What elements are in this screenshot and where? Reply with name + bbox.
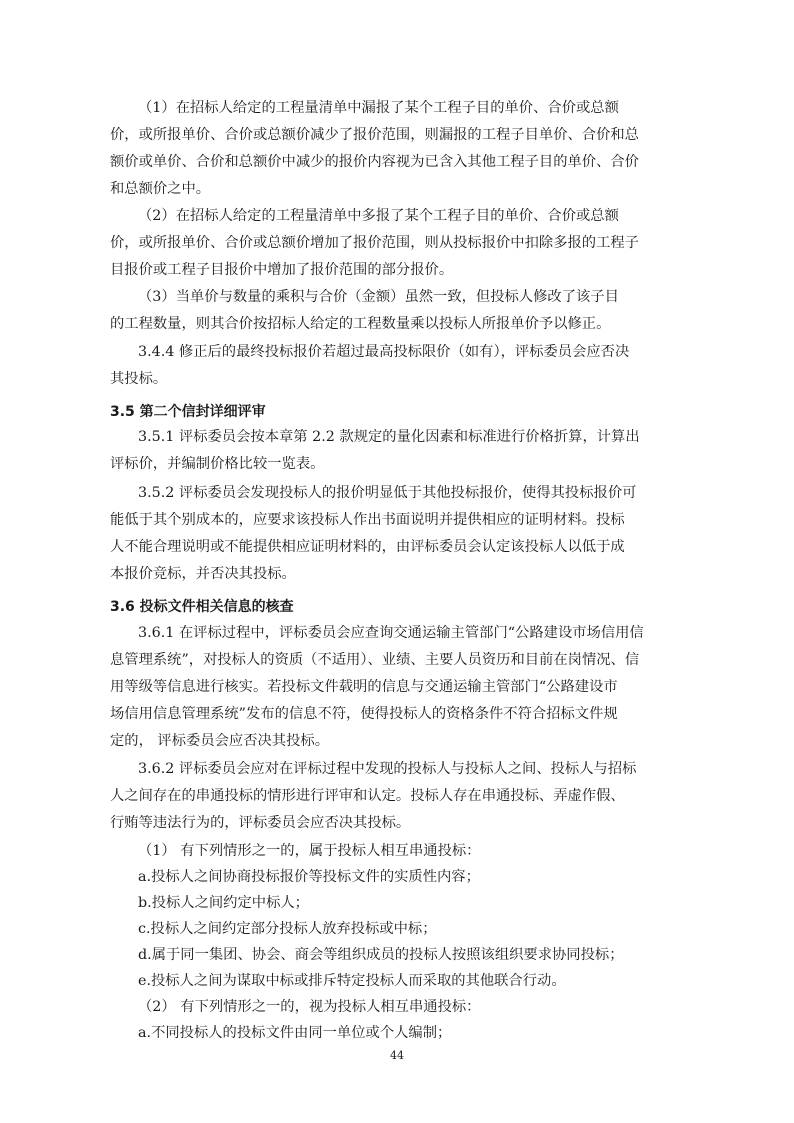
paragraph-line: 3.6.2 评标委员会应对在评标过程中发现的投标人与投标人之间、投标人与招标 xyxy=(138,761,637,777)
paragraph-line: 3.6.1 在评标过程中，评标委员会应查询交通运输主管部门“公路建设市场信用信 xyxy=(138,625,644,641)
paragraph-line: 能低于其个别成本的，应要求该投标人作出书面说明并提供相应的证明材料。投标 xyxy=(110,512,625,528)
paragraph-line: 价，或所报单价、合价或总额价增加了报价范围，则从投标报价中扣除多报的工程子 xyxy=(110,235,639,251)
paragraph-line: 3.5.2 评标委员会发现投标人的报价明显低于其他投标报价，使得其投标报价可 xyxy=(138,485,637,501)
section-heading: 3.6 投标文件相关信息的核查 xyxy=(110,599,294,615)
paragraph-line: 其投标。 xyxy=(110,371,168,387)
paragraph-line: 额价或单价、合价和总额价中减少的报价内容视为已含入其他工程子目的单价、合价 xyxy=(110,154,639,170)
paragraph-line: 3.5.1 评标委员会按本章第 2.2 款规定的量化因素和标准进行价格折算，计算出 xyxy=(138,429,640,445)
list-item: d.属于同一集团、协会、商会等组织成员的投标人按照该组织要求协同投标； xyxy=(138,947,624,963)
paragraph-line: 目报价或工程子目报价中增加了报价范围的部分报价。 xyxy=(110,262,454,278)
paragraph-line: 评标价，并编制价格比较一览表。 xyxy=(110,456,325,472)
page-number: 44 xyxy=(390,1049,404,1062)
paragraph-line: 定的， 评标委员会应否决其投标。 xyxy=(110,733,329,749)
paragraph-line: 人之间存在的串通投标的情形进行评审和认定。投标人存在串通投标、弄虚作假、 xyxy=(110,788,625,804)
paragraph-line: 3.4.4 修正后的最终投标报价若超过最高投标限价（如有），评标委员会应否决 xyxy=(138,344,630,360)
paragraph-line: 场信用信息管理系统”发布的信息不符，使得投标人的资格条件不符合招标文件规 xyxy=(110,706,618,722)
paragraph-line: 人不能合理说明或不能提供相应证明材料的，由评标委员会认定该投标人以低于成 xyxy=(110,539,625,555)
paragraph-line: 行贿等违法行为的，评标委员会应否决其投标。 xyxy=(110,815,411,831)
section-heading: 3.5 第二个信封详细评审 xyxy=(110,404,266,420)
list-item: b.投标人之间约定中标人； xyxy=(138,895,309,911)
list-item: c.投标人之间约定部分投标人放弃投标或中标； xyxy=(138,921,437,937)
list-item: e.投标人之间为谋取中标或排斥特定投标人而采取的其他联合行动。 xyxy=(138,973,566,989)
paragraph-line: 息管理系统”，对投标人的资质（不适用）、业绩、主要人员资历和目前在岗情况、信 xyxy=(110,652,640,668)
list-heading: （1） 有下列情形之一的，属于投标人相互串通投标： xyxy=(138,843,481,859)
paragraph-line: 和总额价之中。 xyxy=(110,181,211,197)
paragraph-line: 用等级等信息进行核实。若投标文件载明的信息与交通运输主管部门“公路建设市 xyxy=(110,679,618,695)
list-item: a.投标人之间协商投标报价等投标文件的实质性内容； xyxy=(138,869,480,885)
paragraph-line: （3）当单价与数量的乘积与合价（金额）虽然一致，但投标人修改了该子目 xyxy=(138,289,619,305)
paragraph-line: （1）在招标人给定的工程量清单中漏报了某个工程子目的单价、合价或总额 xyxy=(138,100,619,116)
paragraph-line: 本报价竞标，并否决其投标。 xyxy=(110,566,296,582)
paragraph-line: 的工程数量，则其合价按招标人给定的工程数量乘以投标人所报单价予以修正。 xyxy=(110,316,611,332)
paragraph-line: （2）在招标人给定的工程量清单中多报了某个工程子目的单价、合价或总额 xyxy=(138,208,619,224)
list-item: a.不同投标人的投标文件由同一单位或个人编制； xyxy=(138,1025,452,1041)
list-heading: （2） 有下列情形之一的，视为投标人相互串通投标： xyxy=(138,999,481,1015)
paragraph-line: 价，或所报单价、合价或总额价减少了报价范围，则漏报的工程子目单价、合价和总 xyxy=(110,127,639,143)
